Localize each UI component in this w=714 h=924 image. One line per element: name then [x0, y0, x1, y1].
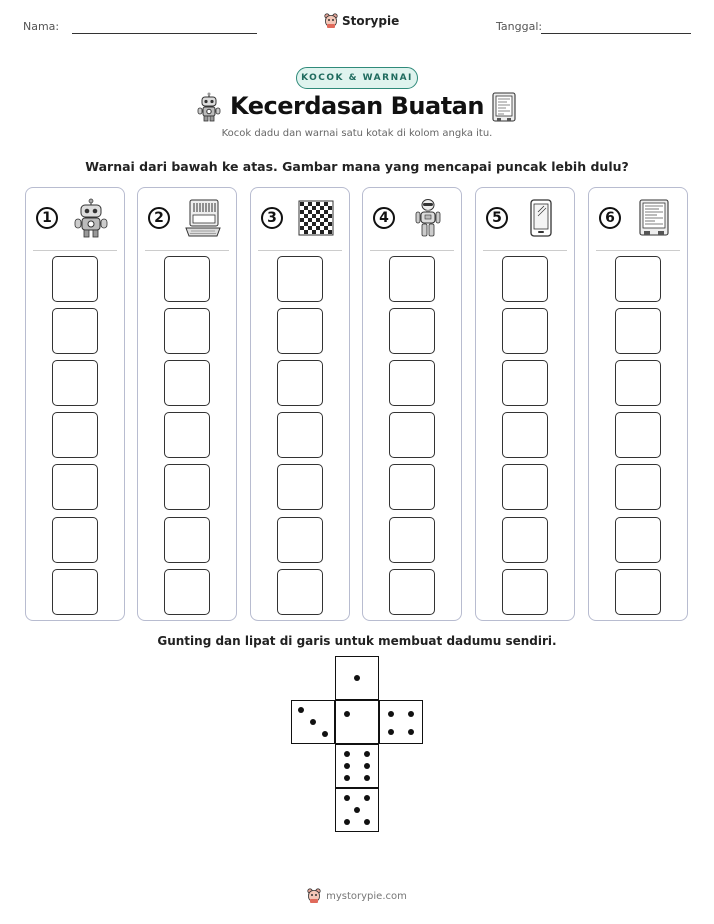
color-box[interactable]	[277, 569, 323, 615]
column-divider	[33, 250, 117, 251]
column-2	[137, 187, 237, 621]
color-box[interactable]	[615, 412, 661, 458]
robot-icon	[72, 198, 110, 238]
column-number: 5	[486, 207, 508, 229]
column-number: 1	[36, 207, 58, 229]
pip	[344, 795, 350, 801]
storypie-logo-icon	[324, 13, 338, 29]
color-box[interactable]	[277, 360, 323, 406]
color-box[interactable]	[164, 569, 210, 615]
pip	[344, 711, 350, 717]
cut-instruction: Gunting dan lipat di garis untuk membuat dadumu sendiri.	[157, 634, 557, 648]
pip	[344, 775, 350, 781]
pip	[310, 719, 316, 725]
color-box[interactable]	[277, 256, 323, 302]
dice-net	[290, 656, 426, 836]
instruction-text: Warnai dari bawah ke atas. Gambar mana yang mencapai puncak lebih dulu?	[85, 159, 629, 174]
column-1	[25, 187, 125, 621]
pip	[364, 775, 370, 781]
dice-face-six	[335, 744, 379, 788]
color-box[interactable]	[277, 464, 323, 510]
name-line[interactable]	[72, 33, 257, 34]
color-box[interactable]	[615, 256, 661, 302]
column-header	[251, 188, 349, 250]
color-box[interactable]	[615, 360, 661, 406]
color-box[interactable]	[502, 569, 548, 615]
color-box[interactable]	[277, 517, 323, 563]
color-box[interactable]	[164, 308, 210, 354]
column-3	[250, 187, 350, 621]
pip	[408, 729, 414, 735]
color-box[interactable]	[52, 517, 98, 563]
pip	[344, 819, 350, 825]
smartphone-icon	[522, 198, 560, 238]
column-header	[589, 188, 687, 250]
column-6	[588, 187, 688, 621]
footer	[0, 888, 714, 904]
column-number: 4	[373, 207, 395, 229]
color-box[interactable]	[502, 464, 548, 510]
dice-face-center-one	[335, 700, 379, 744]
color-box[interactable]	[277, 412, 323, 458]
color-box[interactable]	[615, 464, 661, 510]
pip	[388, 729, 394, 735]
column-number: 6	[599, 207, 621, 229]
column-5	[475, 187, 575, 621]
color-box[interactable]	[52, 464, 98, 510]
chessboard-icon	[297, 198, 335, 238]
color-box[interactable]	[502, 412, 548, 458]
brand	[324, 13, 399, 29]
color-box[interactable]	[52, 256, 98, 302]
footer-url[interactable]: mystorypie.com	[326, 890, 407, 902]
dice-face-four	[379, 700, 423, 744]
pip	[408, 711, 414, 717]
color-box[interactable]	[615, 517, 661, 563]
color-box[interactable]	[502, 517, 548, 563]
column-header	[26, 188, 124, 250]
dice-face-one	[335, 656, 379, 700]
pip	[388, 711, 394, 717]
pip	[344, 751, 350, 757]
pip	[364, 751, 370, 757]
color-box[interactable]	[615, 308, 661, 354]
color-box[interactable]	[277, 308, 323, 354]
date-line[interactable]	[541, 33, 691, 34]
color-box[interactable]	[164, 412, 210, 458]
color-box[interactable]	[52, 360, 98, 406]
color-box[interactable]	[389, 360, 435, 406]
color-box[interactable]	[615, 569, 661, 615]
column-divider	[258, 250, 342, 251]
subtitle: Kocok dadu dan warnai satu kotak di kolom angka itu.	[221, 128, 493, 139]
storypie-footer-icon	[307, 888, 321, 904]
android-robot-icon	[409, 198, 447, 238]
color-box[interactable]	[164, 256, 210, 302]
column-header	[138, 188, 236, 250]
column-divider	[596, 250, 680, 251]
activity-badge: KOCOK & WARNAI	[296, 67, 418, 89]
dice-face-five	[335, 788, 379, 832]
computer-icon	[184, 198, 222, 238]
color-box[interactable]	[389, 464, 435, 510]
color-box[interactable]	[389, 256, 435, 302]
column-header	[476, 188, 574, 250]
color-box[interactable]	[164, 517, 210, 563]
server-icon	[492, 92, 516, 122]
pip	[344, 763, 350, 769]
pip	[364, 819, 370, 825]
pip	[364, 763, 370, 769]
column-number: 2	[148, 207, 170, 229]
pip	[354, 807, 360, 813]
color-box[interactable]	[389, 517, 435, 563]
color-box[interactable]	[502, 308, 548, 354]
color-box[interactable]	[52, 569, 98, 615]
server-icon	[635, 198, 673, 238]
column-number: 3	[261, 207, 283, 229]
color-box[interactable]	[164, 360, 210, 406]
column-divider	[145, 250, 229, 251]
pip	[364, 795, 370, 801]
pip	[298, 707, 304, 713]
column-4	[362, 187, 462, 621]
color-box[interactable]	[164, 464, 210, 510]
color-box[interactable]	[389, 308, 435, 354]
column-divider	[370, 250, 454, 251]
dice-face-three	[291, 700, 335, 744]
page-title: Kecerdasan Buatan	[230, 92, 484, 120]
color-box[interactable]	[389, 412, 435, 458]
color-box[interactable]	[502, 360, 548, 406]
color-box[interactable]	[52, 308, 98, 354]
date-label: Tanggal:	[496, 20, 543, 33]
color-box[interactable]	[52, 412, 98, 458]
pip	[322, 731, 328, 737]
pip	[354, 675, 360, 681]
color-box[interactable]	[502, 256, 548, 302]
name-label: Nama:	[23, 20, 60, 33]
color-box[interactable]	[389, 569, 435, 615]
brand-name: Storypie	[342, 14, 400, 28]
column-divider	[483, 250, 567, 251]
column-header	[363, 188, 461, 250]
